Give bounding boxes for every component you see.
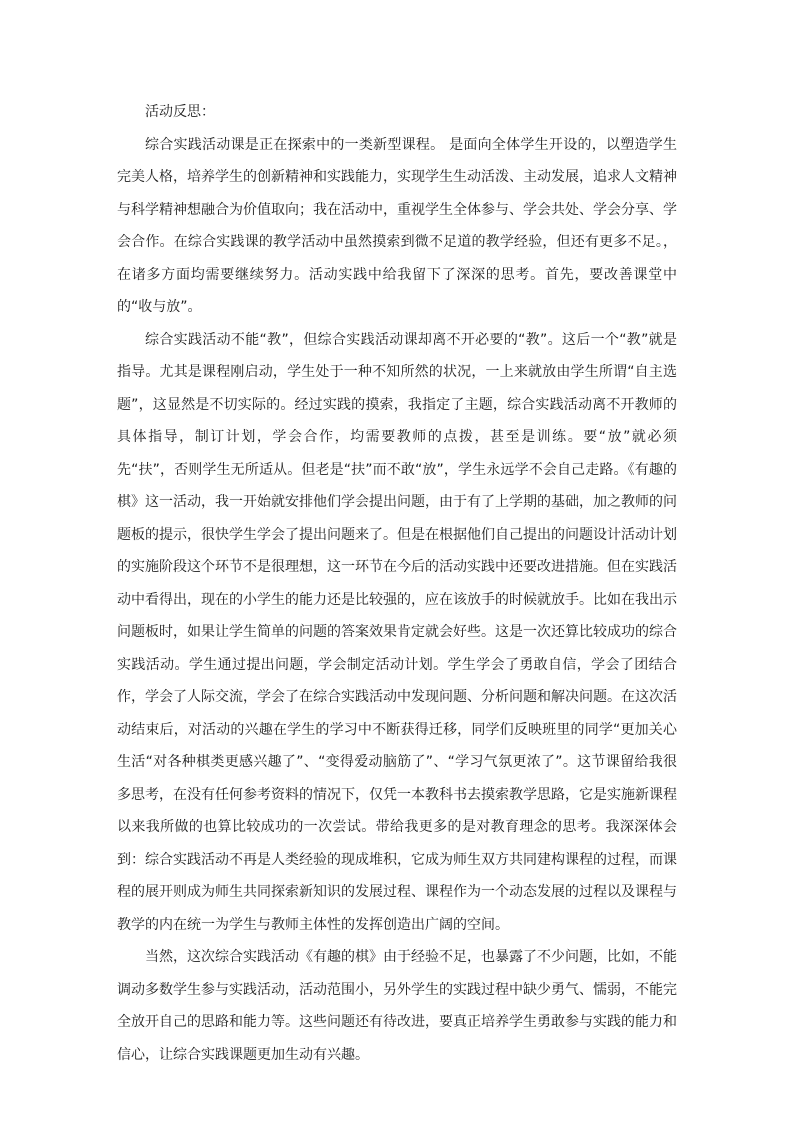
document-page: [117, 96, 677, 1071]
paragraph-1: 综合实践活动课是正在探索中的一类新型课程。 是面向全体学生开设的，以塑造学生完美人格，培养学生的创新精神和实践能力，实现学生生动活泼、主动发展，追求人文精神与科学精神想融合为价值取向；我在活动中，重视学生全体参与、学会共处、学会分享、学会合作。在综合实践课的教学活动中虽然摸索到微不足道的教学经验，但还有更多不足。，在诸多方面均需要继续努力。活动实践中给我留下了深深的思考。首先，要改善课堂中的“收与放”。: [117, 136, 677, 315]
paragraph-3: 当然，这次综合实践活动《有趣的棋》由于经验不足，也暴露了不少问题，比如，不能调动多数学生参与实践活动，活动范围小，另外学生的实践过程中缺少勇气、懦弱，不能完全放开自己的思路和能力等。这些问题还有待改进，要真正培养学生勇敢参与实践的能力和信心，让综合实践课题更加生动有兴趣。: [117, 949, 677, 1063]
paragraph-2: 综合实践活动不能“教”，但综合实践活动课却离不开必要的“教”。这后一个“教”就是指导。尤其是课程刚启动，学生处于一种不知所然的状况，一上来就放由学生所谓“自主选题”，这显然是不切实际的。经过实践的摸索，我指定了主题，综合实践活动离不开教师的具体指导，制订计划，学会合作，均需要教师的点拨，甚至是训练。要“放”就必须先“扶”，否则学生无所适从。但老是“扶”而不敢“放”，学生永远学不会自己走路。《有趣的棋》这一活动，我一开始就安排他们学会提出问题，由于有了上学期的基础，加之教师的问题板的提示，很快学生学会了提出问题来了。但是在根据他们自己提出的问题设计活动计划的实施阶段这个环节不是很理想，这一环节在今后的活动实践中还要改进措施。但在实践活动中看得出，现在的小学生的能力还是比较强的，应在该放手的时候就放手。比如在我出示问题板时，如果让学生简单的问题的答案效果肯定就会好些。这是一次还算比较成功的综合实践活动。学生通过提出问题，学会制定活动计划。学生学会了勇敢自信，学会了团结合作，学会了人际交流，学会了在综合实践活动中发现问题、分析问题和解决问题。在这次活动结束后，对活动的兴趣在学生的学习中不断获得迁移，同学们反映班里的同学“更加关心生活“对各种棋类更感兴趣了”、“变得爱动脑筋了”、“学习气氛更浓了”。这节课留给我很多思考，在没有任何参考资料的情况下，仅凭一本教科书去摸索教学思路，它是实施新课程以来我所做的也算比较成功的一次尝试。带给我更多的是对教育理念的思考。我深深体会到：综合实践活动不再是人类经验的现成堆积，它成为师生双方共同建构课程的过程，而课程的展开则成为师生共同探索新知识的发展过程、课程作为一个动态发展的过程以及课程与教学的内在统一为学生与教师主体性的发挥创造出广阔的空间。: [117, 331, 677, 933]
section-heading: 活动反思：: [145, 104, 215, 120]
